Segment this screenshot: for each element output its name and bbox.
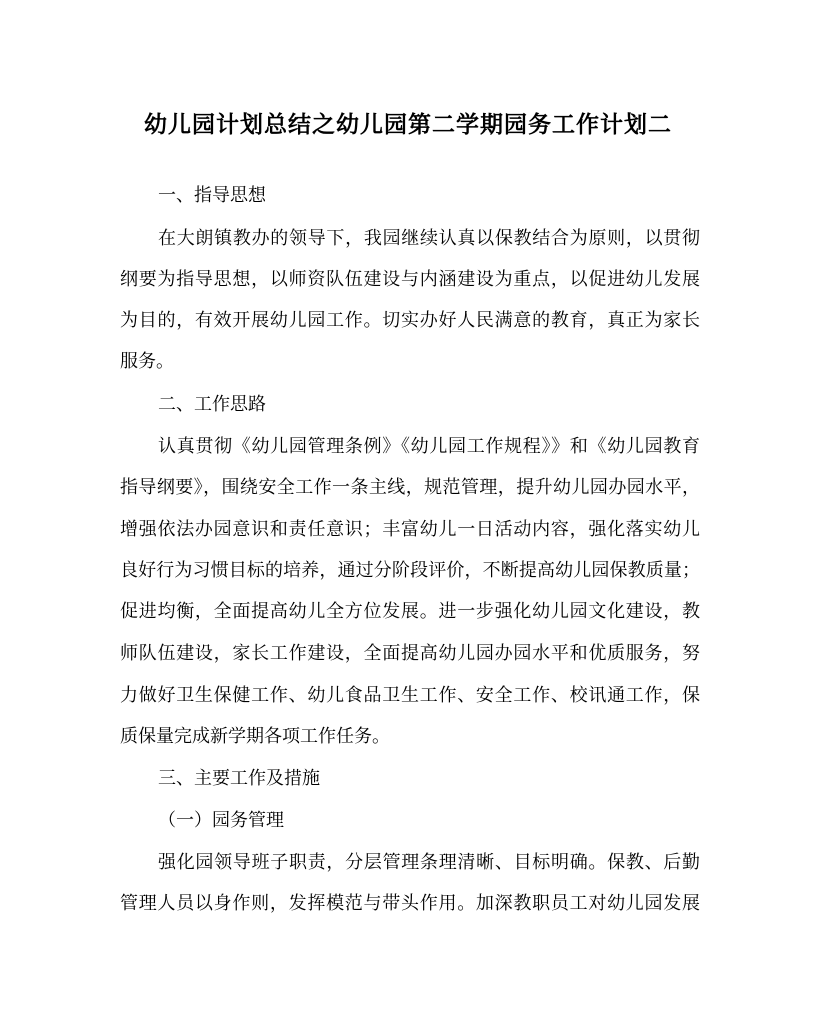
section-heading-guiding-ideology: 一、指导思想 — [158, 185, 266, 206]
paragraph-line: 认真贯彻《幼儿园管理条例》《幼儿园工作规程》》和《幼儿园教育 — [158, 436, 700, 457]
paragraph-line: 增强依法办园意识和责任意识；丰富幼儿一日活动内容，强化落实幼儿 — [120, 519, 700, 540]
section-heading-main-work: 三、主要工作及措施 — [158, 768, 320, 789]
paragraph-line: 在大朗镇教办的领导下，我园继续认真以保教结合为原则，以贯彻 — [158, 228, 700, 249]
paragraph-line: 指导纲要》，围绕安全工作一条主线，规范管理，提升幼儿园办园水平， — [120, 477, 700, 498]
document-title: 幼儿园计划总结之幼儿园第二学期园务工作计划二 — [144, 111, 672, 138]
paragraph-line: 力做好卫生保健工作、幼儿食品卫生工作、安全工作、校讯通工作，保 — [120, 685, 700, 706]
section-heading-work-ideas: 二、工作思路 — [158, 394, 266, 415]
paragraph-line: 纲要为指导思想，以师资队伍建设与内涵建设为重点，以促进幼儿发展 — [120, 269, 700, 290]
paragraph-line: 为目的，有效开展幼儿园工作。切实办好人民满意的教育，真正为家长 — [120, 310, 700, 331]
paragraph-line: 促进均衡，全面提高幼儿全方位发展。进一步强化幼儿园文化建设，教 — [120, 601, 700, 622]
paragraph-line: 服务。 — [120, 351, 174, 372]
paragraph-line: 良好行为习惯目标的培养，通过分阶段评价，不断提高幼儿园保教质量； — [120, 560, 700, 581]
subsection-heading-administration: （一）园务管理 — [158, 810, 284, 831]
paragraph-line: 强化园领导班子职责，分层管理条理清晰、目标明确。保教、后勤 — [158, 852, 700, 873]
paragraph-line: 师队伍建设，家长工作建设，全面提高幼儿园办园水平和优质服务，努 — [120, 643, 700, 664]
paragraph-line: 质保量完成新学期各项工作任务。 — [120, 726, 390, 747]
paragraph-line: 管理人员以身作则，发挥模范与带头作用。加深教职员工对幼儿园发展 — [120, 893, 700, 914]
